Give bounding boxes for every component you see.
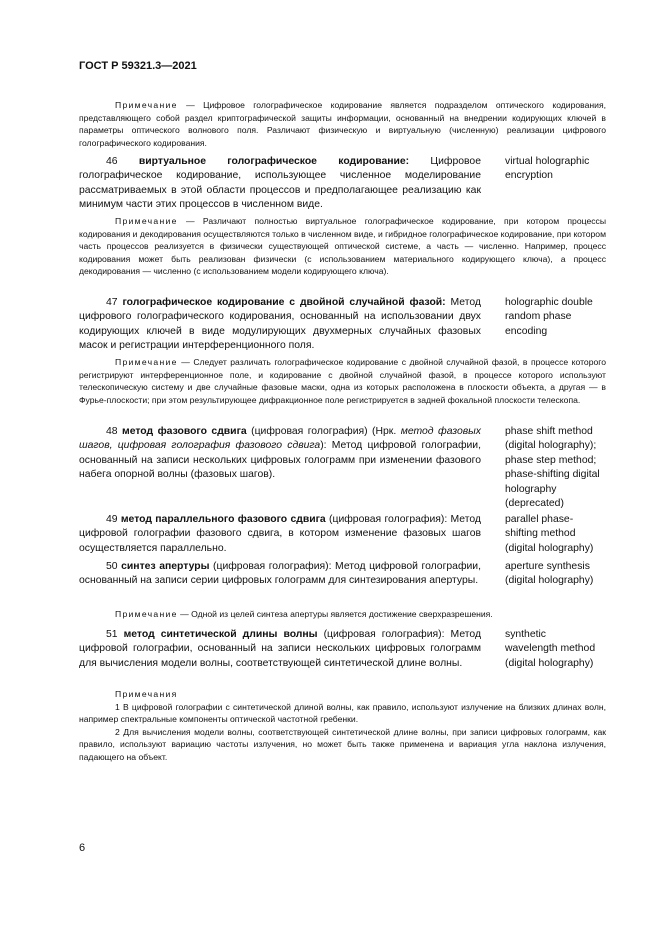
english-line: synthetic — [505, 629, 547, 640]
note-2 — [79, 215, 606, 278]
term-46-english — [505, 155, 615, 184]
note-1 — [79, 99, 606, 149]
term-50-english — [505, 560, 615, 589]
english-line: (digital holography) — [505, 657, 594, 669]
term-text: ): Метод цифровой голографии, основанный на записи нескольких цифровых голограмм при изменении фазового набега опорной волны (фазовых шагов). — [79, 440, 481, 481]
term-50-definition — [79, 560, 481, 589]
term-name: метод фазового сдвига — [122, 426, 247, 437]
english-line: (digital holography); — [505, 440, 597, 452]
english-line: wavelength method — [505, 643, 596, 655]
term-48-definition — [79, 425, 481, 483]
term-number: 50 — [106, 561, 122, 572]
term-48-english — [505, 425, 615, 511]
term-text: (цифровая голография): Метод цифровой голографии, основанный на записи нескольких цифровых голограмм для вычисления модели волны, соответствующей синтетической длине волны. — [79, 629, 482, 669]
term-49-english — [505, 513, 615, 556]
english-line: shifting method — [505, 528, 576, 540]
term-text: (цифровая голография): Метод цифровой голографии фазового сдвига, в котором изменение фазовых шагов осуществляется параллельно. — [79, 514, 481, 554]
term-51-english — [505, 628, 615, 671]
english-line: virtual holographic — [505, 156, 590, 167]
english-line: encoding — [505, 325, 548, 337]
english-line: (deprecated) — [505, 498, 564, 510]
note-label: Примечание — [115, 357, 178, 367]
english-line: parallel phase- — [505, 514, 574, 525]
term-name: голографическое кодирование с двойной случайной фазой: — [122, 297, 446, 308]
english-line: aperture synthesis — [505, 561, 590, 572]
term-number: 51 — [106, 629, 124, 640]
note-text: — Цифровое голографическое кодирование является подразделом оптического кодирования, представляющего собой раздел криптографической защиты информации, основанный на внедрении кодирующих ключей в параметры оптического волнового поля. Различают физическую и виртуальную (численную) реализации цифрового голографического кодирования. — [79, 100, 606, 148]
note-item-2: 2 Для вычисления модели волны, соответствующей синтетической длине волны, при записи цифровых голограмм, как правило, используют вариацию частоты излучения, но может быть также применена и вариация угла наклона излучения, падающего на объект. — [79, 726, 606, 762]
english-line: phase shift method — [505, 426, 593, 437]
english-line: holography — [505, 483, 557, 495]
english-line: phase-shifting digital — [505, 469, 600, 481]
english-line: holographic double — [505, 297, 593, 308]
term-49-definition — [79, 513, 481, 556]
note-4 — [79, 608, 606, 621]
note-3 — [79, 356, 606, 406]
document-header: ГОСТ Р 59321.3—2021 — [79, 60, 197, 72]
note-item-1: 1 В цифровой голографии с синтетической длиной волны, как правило, используют излучение на близких длинах волн, например спектральные компоненты оптической частотной гребенки. — [79, 701, 606, 724]
term-text: Метод цифрового голографического кодирования, основанный на использовании двух кодирующих ключей в виде модулирующих двухмерных случайных фазовых масок и регистрации интерференционного поля. — [79, 297, 481, 352]
term-domain: (цифровая голография) (Нрк. — [246, 426, 401, 437]
english-line: encryption — [505, 170, 553, 182]
note-text: — Одной из целей синтеза апертуры является достижение сверхразрешения. — [177, 609, 493, 619]
term-name: виртуальное голографическое кодирование: — [138, 156, 410, 167]
term-number: 46 — [106, 156, 139, 167]
term-number: 49 — [106, 514, 121, 525]
english-line: random phase — [505, 311, 572, 323]
term-text: (цифровая голография): Метод цифровой голографии, основанный на записи серии цифровых голограмм для синтезирования апертуры. — [79, 561, 481, 587]
term-name: синтез апертуры — [121, 561, 210, 572]
english-line: (digital holography) — [505, 542, 594, 554]
term-51-definition — [79, 628, 481, 671]
term-number: 47 — [106, 297, 123, 308]
english-line: phase step method; — [505, 454, 597, 466]
term-47-definition — [79, 296, 481, 354]
note-label: Примечание — [115, 609, 178, 619]
note-text: — Различают полностью виртуальное голографическое кодирование, при котором процессы кодирования и декодирования осуществляются только в численном виде, и гибридное голографическое кодирование, при котором часть процессов реализуется в физически существующей оптической системе, а часть — численно. Например, процесс кодирования может быть реализован физически (с использованием материального кодирующего ключа), а процесс декодирования — численно (с использованием модели кодирующего ключа). — [79, 216, 606, 276]
notes-5 — [79, 688, 606, 763]
term-name: метод синтетической длины волны — [123, 629, 318, 640]
term-text: Цифровое голографическое кодирование, использующее численное моделирование рассматриваемых в этой области процессов и предполагающее реализацию как минимум части этих процессов в численном виде. — [79, 156, 481, 211]
notes-label: Примечания — [115, 689, 178, 699]
deprecated-terms: метод фазовых шагов, цифровая голография фазового сдвига — [79, 426, 481, 452]
english-line: (digital holography) — [505, 575, 594, 587]
note-text: — Следует различать голографическое кодирование с двойной случайной фазой, в процессе которого регистрируют интерференционное поле, и кодирование с двойной случайной фазой, в процессе которого используют телескопическую систему и две случайные фазовые маски, одна из которых расположена в плоскости объекта, а другая — в Фурье-плоскости; при этом результирующее дифракционное поле регистрируется в задней фокальной плоскости телескопа. — [79, 357, 606, 405]
term-number: 48 — [106, 426, 123, 437]
term-46-definition — [79, 155, 481, 213]
term-47-english — [505, 296, 615, 339]
page-number: 6 — [79, 842, 86, 854]
note-label: Примечание — [115, 100, 178, 110]
note-label: Примечание — [115, 216, 178, 226]
term-name: метод параллельного фазового сдвига — [120, 514, 326, 525]
